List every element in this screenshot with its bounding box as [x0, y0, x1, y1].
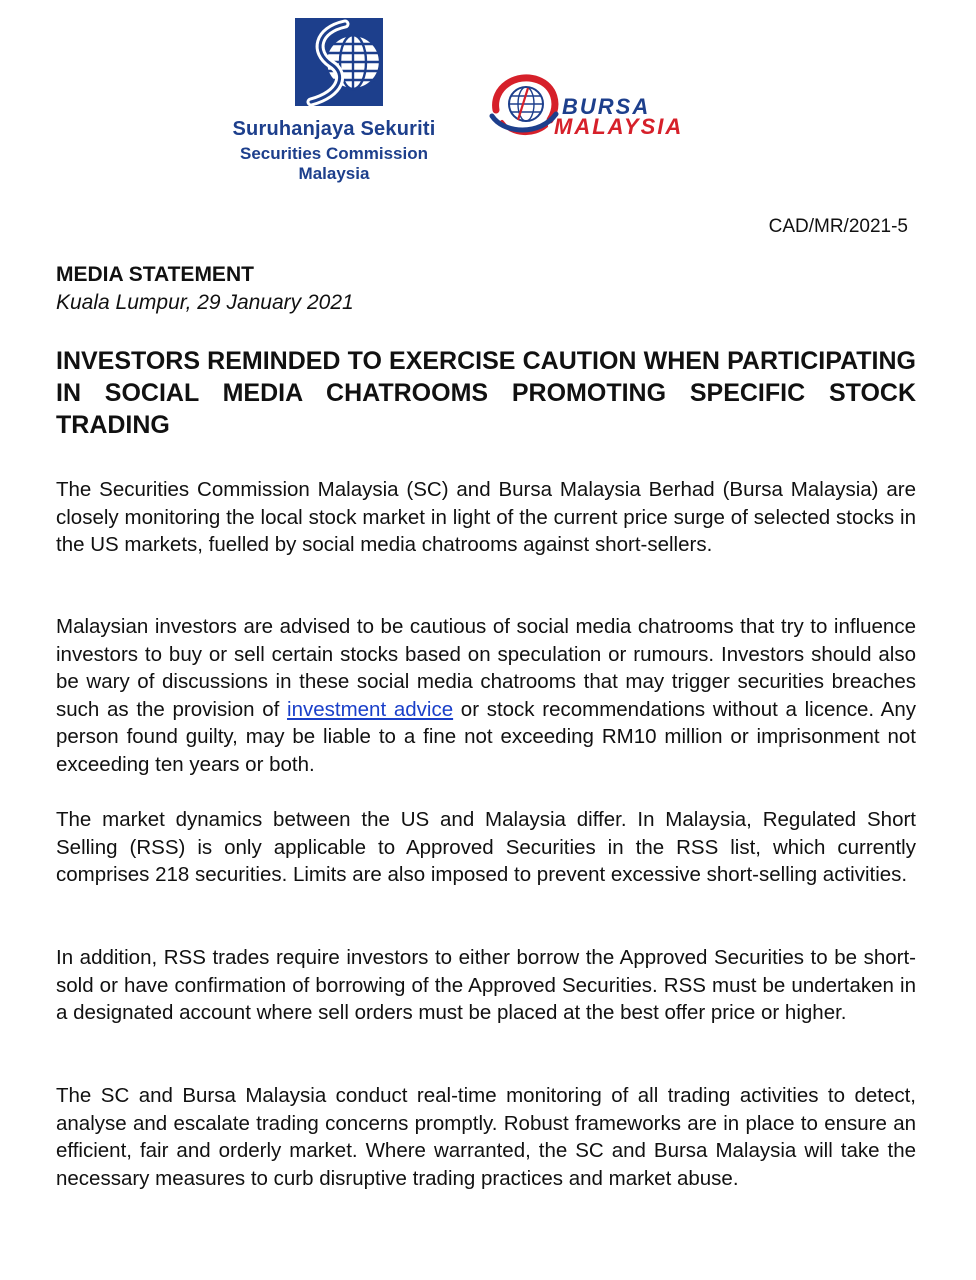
securities-commission-emblem-icon	[295, 18, 383, 106]
sc-name-english-line-1: Securities Commission	[239, 144, 428, 163]
sc-name-english-line-2: Malaysia	[298, 164, 370, 183]
bursa-malaysia-emblem-icon	[488, 70, 560, 142]
body-paragraph-5: The SC and Bursa Malaysia conduct real-time monitoring of all trading activities to detect, analyse and escalate trading concerns promptly. Robust frameworks are in place to ensure an efficient, fair and orderly market. Where warranted, the SC and Bursa Malaysia will take the necessary measures to curb disruptive trading practices and market abuse.	[56, 1084, 916, 1190]
bursa-malaysia-logo	[488, 66, 763, 148]
statement-headline: INVESTORS REMINDED TO EXERCISE CAUTION WHEN PARTICIPATING IN SOCIAL MEDIA CHATROOMS PROMOTING SPECIFIC STOCK TRADING	[56, 347, 916, 439]
body-paragraph-3: The market dynamics between the US and Malaysia differ. In Malaysia, Regulated Short Selling (RSS) is only applicable to Approved Securities in the RSS list, which currently comprises 218 securities. Limits are also imposed to prevent excessive short-selling activities.	[56, 808, 916, 886]
investment-advice-link[interactable]: investment advice	[287, 697, 454, 721]
body-paragraph-2-text-before: Malaysian investors are advised to be cautious of social media chatrooms that try to influence investors to buy or sell certain stocks based on speculation or rumours. Investors should also be wary of discussions in these social media chatrooms that may trigger securities breaches such as the provision of	[56, 615, 916, 721]
body-paragraph-1: The Securities Commission Malaysia (SC) and Bursa Malaysia Berhad (Bursa Malaysia) are closely monitoring the local stock market in light of the current price surge of selected stocks in the US markets, fuelled by social media chatrooms against short-sellers.	[56, 478, 916, 556]
bursa-logo-word-bursa: BURSA	[562, 94, 651, 119]
body-paragraph-2-text-after: or stock recommendations without a licence. Any person found guilty, may be liable to a fine not exceeding RM10 million or imprisonment not exceeding ten years or both.	[56, 697, 916, 776]
statement-place-date: Kuala Lumpur, 29 January 2021	[56, 291, 354, 314]
statement-label: MEDIA STATEMENT	[56, 263, 254, 286]
body-paragraph-4: In addition, RSS trades require investors to either borrow the Approved Securities to be short-sold or have confirmation of borrowing of the Approved Securities. RSS must be undertaken in a designated account where sell orders must be placed at the best offer price or higher.	[56, 946, 916, 1024]
bursa-logo-word-malaysia: MALAYSIA	[554, 114, 684, 139]
body-paragraph-2	[56, 613, 916, 778]
sc-name-malay: Suruhanjaya Sekuriti	[232, 118, 436, 140]
reference-number: CAD/MR/2021-5	[768, 216, 908, 237]
securities-commission-logo	[218, 18, 450, 188]
